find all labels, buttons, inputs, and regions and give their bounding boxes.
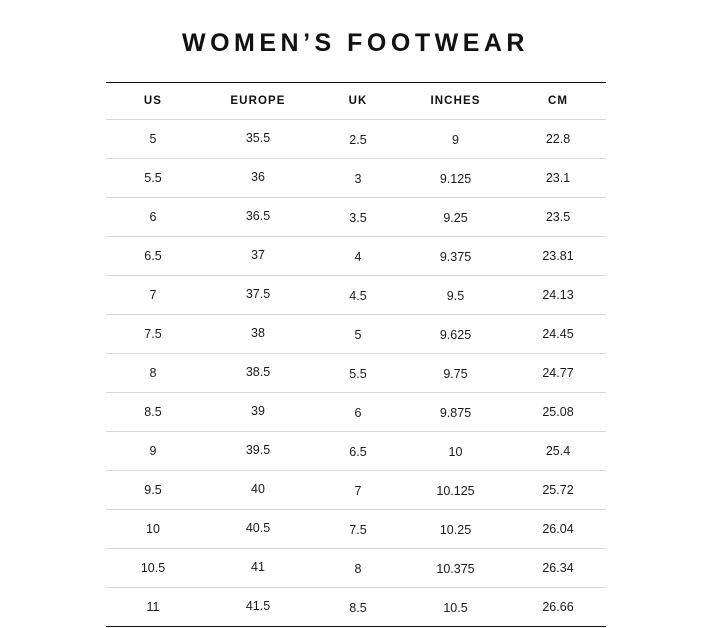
cell-europe: 39.5 — [201, 431, 316, 470]
cell-cm: 25.72 — [511, 471, 606, 510]
cell-uk: 3 — [316, 160, 401, 199]
cell-us: 10.5 — [106, 549, 201, 588]
cell-uk: 7.5 — [316, 511, 401, 550]
cell-us: 10 — [106, 510, 201, 549]
cell-uk: 7 — [316, 472, 401, 511]
cell-europe: 37.5 — [201, 275, 316, 314]
cell-cm: 24.77 — [511, 354, 606, 393]
cell-uk: 6.5 — [316, 433, 401, 472]
cell-cm: 23.81 — [511, 237, 606, 276]
cell-us: 7 — [106, 276, 201, 315]
cell-uk: 4 — [316, 238, 401, 277]
table-body — [106, 120, 606, 627]
column-header-cm: CM — [511, 83, 606, 120]
cell-inches: 9.375 — [401, 238, 511, 277]
cell-europe: 38 — [201, 314, 316, 353]
cell-cm: 24.45 — [511, 315, 606, 354]
cell-europe: 38.5 — [201, 353, 316, 392]
table-row — [106, 432, 606, 471]
cell-cm: 24.13 — [511, 276, 606, 315]
cell-inches: 9.625 — [401, 316, 511, 355]
cell-us: 6 — [106, 198, 201, 237]
cell-uk: 3.5 — [316, 199, 401, 238]
cell-europe: 36 — [201, 158, 316, 197]
cell-us: 7.5 — [106, 315, 201, 354]
cell-inches: 10.25 — [401, 511, 511, 550]
cell-inches: 9.5 — [401, 277, 511, 316]
cell-inches: 9.25 — [401, 199, 511, 238]
column-header-europe: EUROPE — [201, 83, 316, 120]
cell-inches: 9 — [401, 121, 511, 160]
cell-inches: 10 — [401, 433, 511, 472]
cell-uk: 4.5 — [316, 277, 401, 316]
cell-us: 6.5 — [106, 237, 201, 276]
table-row — [106, 354, 606, 393]
cell-inches: 9.875 — [401, 394, 511, 433]
table-header-row — [106, 83, 606, 120]
cell-us: 5.5 — [106, 159, 201, 198]
cell-europe: 40.5 — [201, 509, 316, 548]
cell-inches: 10.125 — [401, 472, 511, 511]
cell-cm: 22.8 — [511, 120, 606, 159]
cell-cm: 26.66 — [511, 588, 606, 627]
size-table-container — [106, 58, 606, 627]
page-title: WOMEN’S FOOTWEAR — [182, 29, 529, 57]
cell-inches: 9.125 — [401, 160, 511, 199]
cell-cm: 26.34 — [511, 549, 606, 588]
table-row — [106, 159, 606, 198]
cell-uk: 8.5 — [316, 589, 401, 628]
cell-europe: 41 — [201, 548, 316, 587]
cell-europe: 35.5 — [201, 119, 316, 158]
cell-europe: 39 — [201, 392, 316, 431]
cell-inches: 10.5 — [401, 589, 511, 628]
cell-europe: 41.5 — [201, 587, 316, 626]
column-header-uk: UK — [316, 83, 401, 120]
cell-uk: 6 — [316, 394, 401, 433]
table-row — [106, 315, 606, 354]
table-row — [106, 393, 606, 432]
table-row — [106, 198, 606, 237]
cell-us: 9 — [106, 432, 201, 471]
cell-us: 5 — [106, 120, 201, 159]
table-header — [106, 83, 606, 120]
cell-uk: 5.5 — [316, 355, 401, 394]
cell-uk: 5 — [316, 316, 401, 355]
cell-inches: 10.375 — [401, 550, 511, 589]
cell-cm: 23.1 — [511, 159, 606, 198]
table-row — [106, 276, 606, 315]
cell-europe: 36.5 — [201, 197, 316, 236]
column-header-us: US — [106, 83, 201, 120]
cell-europe: 40 — [201, 470, 316, 509]
cell-us: 11 — [106, 588, 201, 627]
table-row — [106, 471, 606, 510]
cell-cm: 25.4 — [511, 432, 606, 471]
cell-us: 9.5 — [106, 471, 201, 510]
cell-cm: 25.08 — [511, 393, 606, 432]
cell-uk: 2.5 — [316, 121, 401, 160]
cell-us: 8 — [106, 354, 201, 393]
cell-us: 8.5 — [106, 393, 201, 432]
table-row — [106, 120, 606, 159]
table-row — [106, 510, 606, 549]
size-conversion-table — [106, 82, 606, 627]
table-row — [106, 237, 606, 276]
cell-cm: 26.04 — [511, 510, 606, 549]
column-header-inches: INCHES — [401, 83, 511, 120]
cell-europe: 37 — [201, 236, 316, 275]
cell-inches: 9.75 — [401, 355, 511, 394]
cell-cm: 23.5 — [511, 198, 606, 237]
cell-uk: 8 — [316, 550, 401, 589]
table-row — [106, 549, 606, 588]
